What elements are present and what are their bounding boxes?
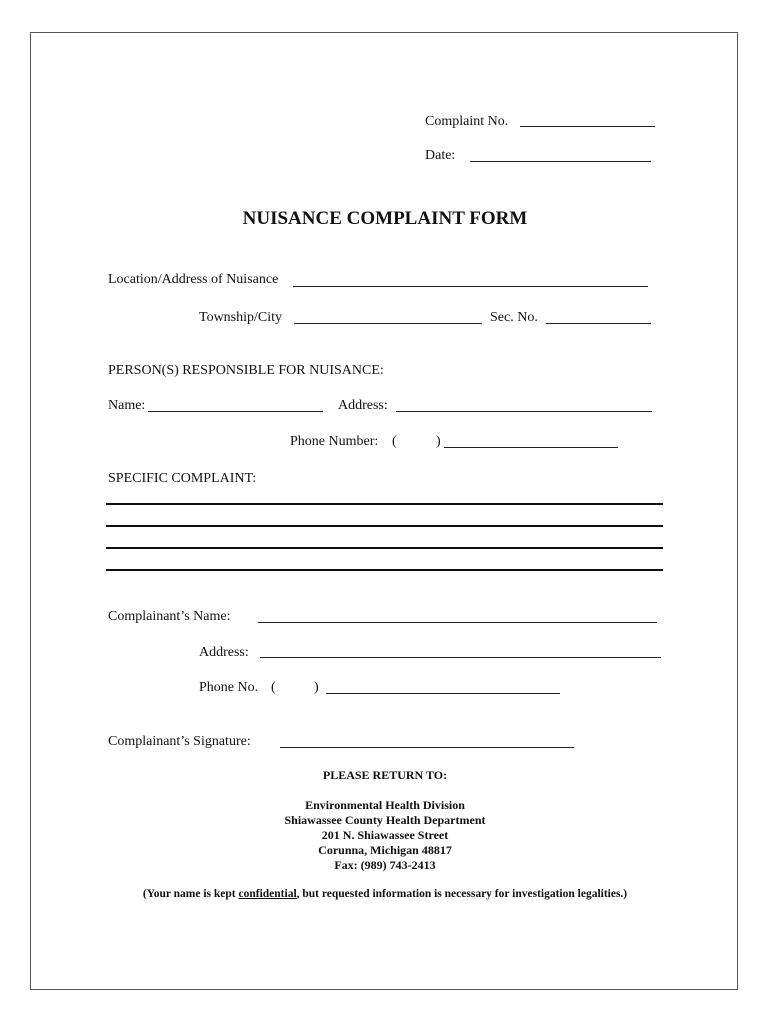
confidentiality-note-emphasis: confidential <box>238 888 297 900</box>
location-address-field[interactable] <box>293 286 648 287</box>
specific-complaint-line-2[interactable] <box>106 525 663 527</box>
specific-complaint-line-4[interactable] <box>106 569 663 571</box>
return-to-heading: PLEASE RETURN TO: <box>322 768 448 782</box>
return-address-line: Environmental Health Division <box>305 798 465 812</box>
complainant-name-label: Complainant’s Name: <box>108 609 231 624</box>
return-address-line: Corunna, Michigan 48817 <box>318 843 452 857</box>
complainant-signature-label: Complainant’s Signature: <box>108 734 251 749</box>
complainant-signature-field[interactable] <box>280 747 574 748</box>
specific-complaint-heading: SPECIFIC COMPLAINT: <box>108 471 257 486</box>
confidentiality-note-prefix: (Your name is kept <box>142 888 239 900</box>
specific-complaint-line-1[interactable] <box>106 503 663 505</box>
return-address-line: 201 N. Shiawassee Street <box>321 828 449 842</box>
date-field[interactable] <box>470 161 651 162</box>
complainant-address-field[interactable] <box>260 657 661 658</box>
date-label: Date: <box>425 148 456 163</box>
township-city-label: Township/City <box>199 310 283 325</box>
responsible-phone-field[interactable] <box>444 447 618 448</box>
confidentiality-note <box>0 887 770 901</box>
confidentiality-note-suffix: , but requested information is necessary for investigation legalities.) <box>296 888 628 900</box>
sec-no-label: Sec. No. <box>490 310 538 325</box>
responsible-phone-paren-open: ( <box>392 434 397 449</box>
page-title: NUISANCE COMPLAINT FORM <box>242 208 528 229</box>
township-city-field[interactable] <box>294 323 482 324</box>
return-address-line: Fax: (989) 743-2413 <box>334 858 436 872</box>
complainant-phone-paren-open: ( <box>271 680 276 695</box>
specific-complaint-line-3[interactable] <box>106 547 663 549</box>
sec-no-field[interactable] <box>546 323 651 324</box>
responsible-address-label: Address: <box>338 398 388 413</box>
return-address-line: Shiawassee County Health Department <box>284 813 486 827</box>
complainant-phone-field[interactable] <box>326 693 560 694</box>
complainant-name-field[interactable] <box>258 622 657 623</box>
responsible-name-field[interactable] <box>148 411 323 412</box>
responsible-name-label: Name: <box>108 398 146 413</box>
responsible-phone-label: Phone Number: <box>290 434 379 449</box>
responsible-heading: PERSON(S) RESPONSIBLE FOR NUISANCE: <box>108 363 384 378</box>
responsible-phone-paren-close: ) <box>436 434 441 449</box>
responsible-address-field[interactable] <box>396 411 652 412</box>
complainant-address-label: Address: <box>199 645 249 660</box>
location-address-label: Location/Address of Nuisance <box>108 272 279 287</box>
complainant-phone-label: Phone No. <box>199 680 259 695</box>
complaint-no-label: Complaint No. <box>425 114 509 129</box>
complainant-phone-paren-close: ) <box>314 680 319 695</box>
complaint-no-field[interactable] <box>520 126 655 127</box>
